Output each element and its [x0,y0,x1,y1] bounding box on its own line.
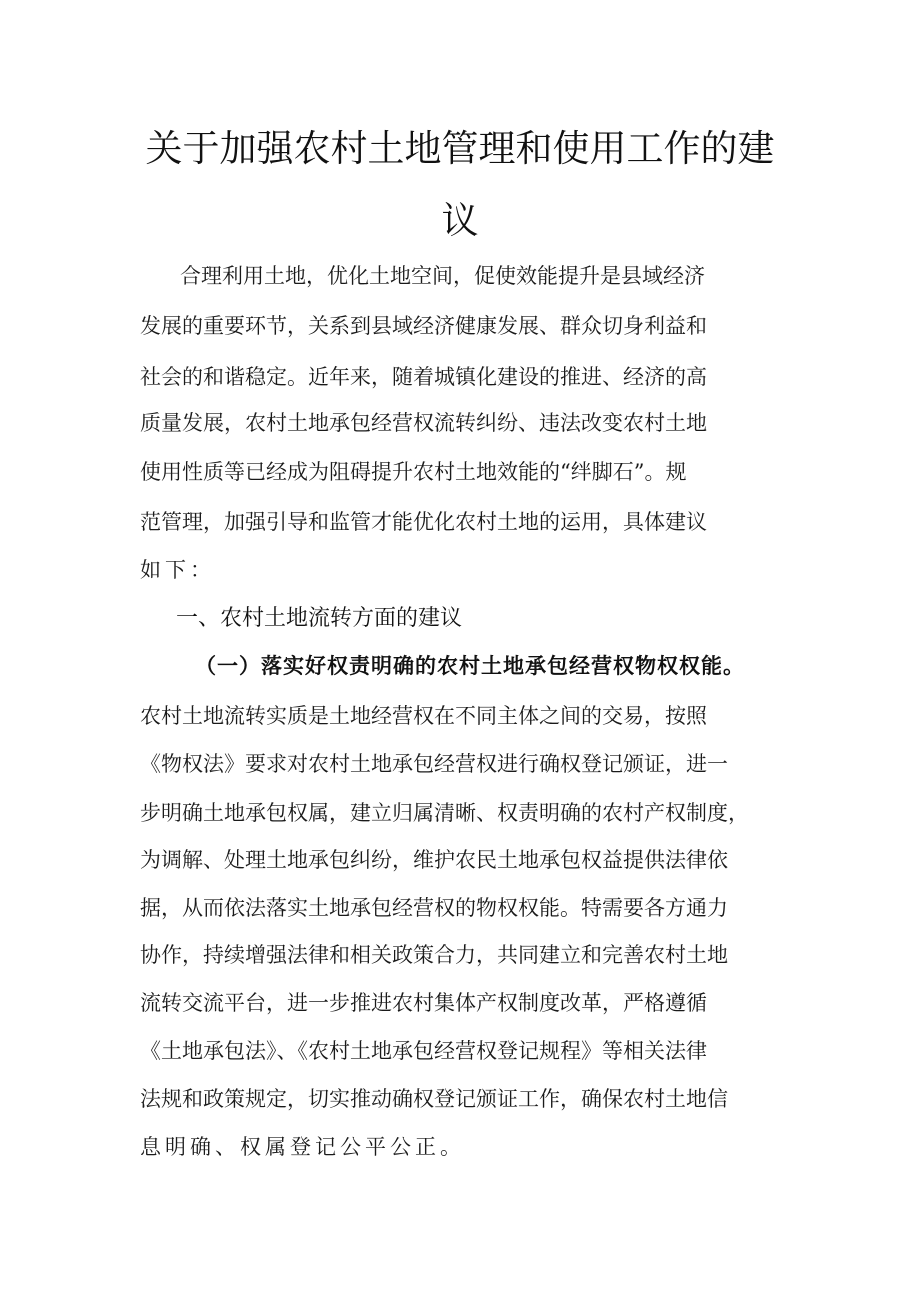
intro-line: 合理利用土地，优化土地空间，促使效能提升是县域经济 [180,264,705,288]
document-title-line-1: 关于加强农村土地管理和使用工作的建 [145,127,775,170]
intro-line: 社会的和谐稳定。近年来，随着城镇化建设的推进、经济的高 [140,365,707,389]
document-title-line-2: 议 [441,199,479,242]
body-line: 协作，持续增强法律和相关政策合力，共同建立和完善农村土地 [140,943,728,967]
body-line: 《土地承包法》、《农村土地承包经营权登记规程》等相关法律 [140,1039,707,1063]
intro-line: 如下： [140,558,215,582]
section-heading: 一、农村土地流转方面的建议 [176,606,463,631]
body-line: 为调解、处理土地承包纠纷，维护农民土地承包权益提供法律依 [140,848,728,872]
intro-line: 使用性质等已经成为阻碍提升农村土地效能的“绊脚石”。规 [140,460,687,484]
body-line: 据，从而依法落实土地承包经营权的物权权能。特需要各方通力 [140,896,728,920]
body-line: 法规和政策规定，切实推动确权登记颁证工作，确保农村土地信 [140,1087,728,1111]
intro-line: 质量发展，农村土地承包经营权流转纠纷、违法改变农村土地 [140,411,707,435]
intro-line: 发展的重要环节，关系到县域经济健康发展、群众切身利益和 [140,314,707,338]
body-line: 《物权法》要求对农村土地承包经营权进行确权登记颁证，进一 [140,752,728,776]
subsection-heading: （一）落实好权责明确的农村土地承包经营权物权权能。 [195,654,745,678]
body-line: 步明确土地承包权属，建立归属清晰、权责明确的农村产权制度， [140,801,749,825]
intro-line: 范管理，加强引导和监管才能优化农村土地的运用，具体建议 [140,510,707,534]
body-line: 农村土地流转实质是土地经营权在不同主体之间的交易，按照 [140,704,707,728]
body-line: 息明确、权属登记公平公正。 [140,1135,465,1159]
body-line: 流转交流平台，进一步推进农村集体产权制度改革，严格遵循 [140,991,707,1015]
